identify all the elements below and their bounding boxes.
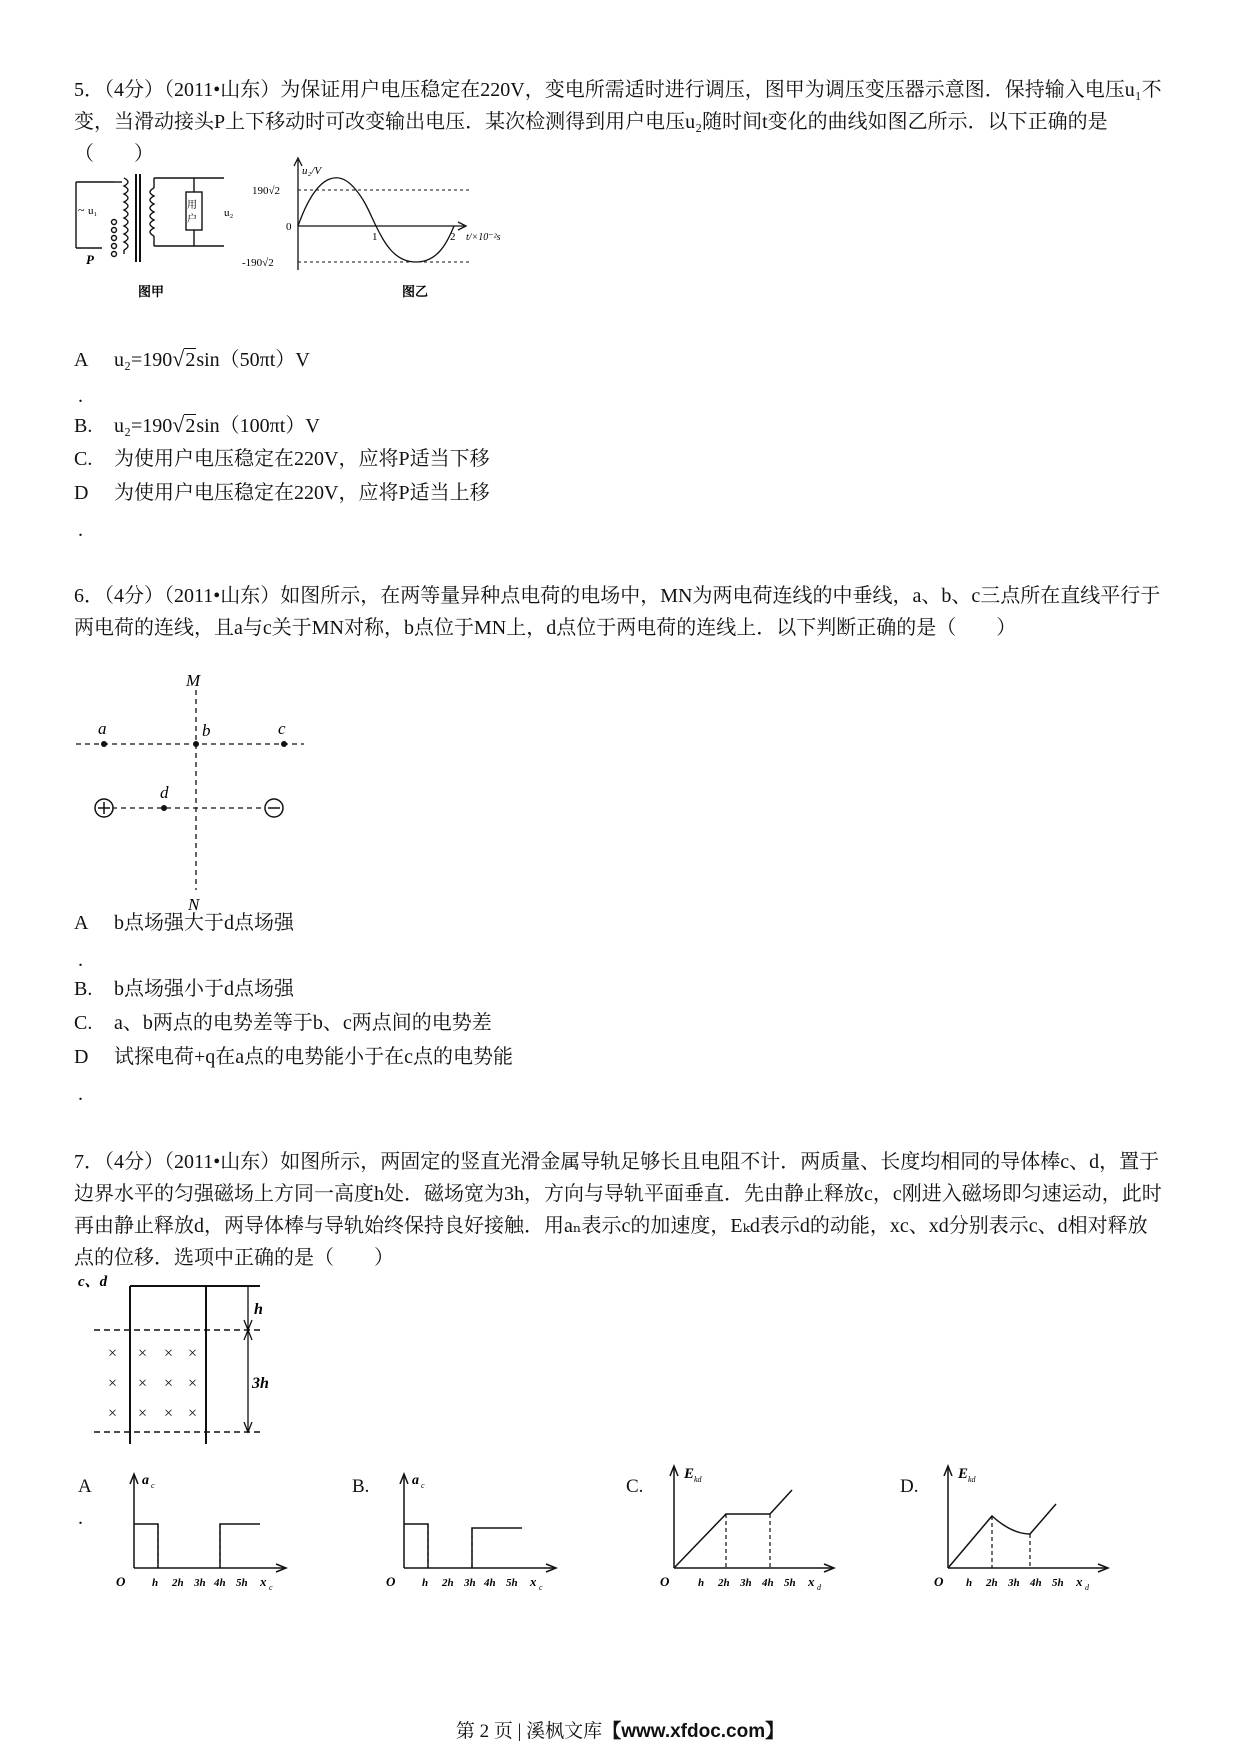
svg-text:4h: 4h xyxy=(484,1577,496,1589)
svg-text:a: a xyxy=(142,1473,149,1488)
svg-text:O: O xyxy=(660,1574,670,1589)
svg-text:O: O xyxy=(386,1574,396,1589)
svg-text:×: × xyxy=(188,1405,198,1422)
svg-text:图乙: 图乙 xyxy=(402,284,429,299)
svg-text:c: c xyxy=(151,1481,155,1490)
svg-text:1: 1 xyxy=(372,231,378,243)
svg-text:c、d: c、d xyxy=(78,1274,108,1290)
svg-text:4h: 4h xyxy=(214,1577,226,1589)
svg-text:a: a xyxy=(98,719,107,738)
q6-option-d[interactable]: D 试探电荷+q在a点的电势能小于在c点的电势能 xyxy=(74,1046,514,1068)
svg-text:×: × xyxy=(188,1345,198,1362)
svg-text:d: d xyxy=(817,1583,821,1592)
svg-text:h: h xyxy=(422,1577,429,1589)
footer-url[interactable]: 【www.xfdoc.com】 xyxy=(602,1721,785,1742)
svg-text:2h: 2h xyxy=(172,1577,184,1589)
svg-text:M: M xyxy=(186,671,201,690)
svg-text:×: × xyxy=(188,1375,198,1392)
q6-option-c[interactable]: C. a、b两点的电势差等于b、c两点间的电势差 xyxy=(74,1012,492,1034)
svg-text:x: x xyxy=(1076,1574,1083,1589)
svg-text:P: P xyxy=(86,252,94,267)
q7-graph-a[interactable] xyxy=(112,1468,292,1598)
svg-text:h: h xyxy=(152,1577,159,1589)
svg-text:用: 用 xyxy=(187,200,197,211)
svg-text:×: × xyxy=(138,1375,148,1392)
magnetic-field-diagram xyxy=(74,1272,294,1444)
q5-option-d[interactable]: D 为使用户电压稳定在220V，应将P适当上移 xyxy=(74,482,490,504)
sine-wave-graph xyxy=(242,150,560,300)
q5-option-b[interactable]: B. u₂=190√2sin（100πt）V xyxy=(74,412,320,437)
svg-text:×: × xyxy=(108,1375,118,1392)
svg-text:c: c xyxy=(278,719,286,738)
q5-option-c[interactable]: C. 为使用户电压稳定在220V，应将P适当下移 xyxy=(74,448,490,470)
svg-text:u₂: u₂ xyxy=(224,207,234,219)
svg-text:×: × xyxy=(164,1405,174,1422)
svg-text:3h: 3h xyxy=(1008,1577,1020,1589)
question-6-text: 6．（4分）（2011•山东）如图所示，在两等量异种点电荷的电场中，MN为两电荷连线的中垂线，a、b、c三点所在直线平行于两电荷的连线，且a与c关于MN对称，b点位于MN上，d点位于两电荷的连线上．以下判断正确的是（ ） xyxy=(74,585,1161,639)
svg-text:~: ~ xyxy=(78,203,85,217)
question-5-text: 5．（4分）（2011•山东）为保证用户电压稳定在220V，变电所需适时进行调压，图甲为调压变压器示意图．保持输入电压u₁不变，当滑动接头P上下移动时可改变输出电压．某次检测得到用户电压u₂随时间t变化的曲线如图乙所示．以下正确的是（ ） xyxy=(74,79,1162,165)
svg-text:3h: 3h xyxy=(740,1577,752,1589)
svg-text:户: 户 xyxy=(187,214,197,225)
svg-text:×: × xyxy=(108,1345,118,1362)
svg-text:5h: 5h xyxy=(1052,1577,1064,1589)
page-footer xyxy=(0,1716,1240,1743)
svg-text:2: 2 xyxy=(450,231,456,243)
svg-text:190√2: 190√2 xyxy=(252,185,281,197)
svg-text:×: × xyxy=(164,1345,174,1362)
svg-text:×: × xyxy=(138,1345,148,1362)
transformer-diagram xyxy=(74,170,244,300)
svg-text:u₂/V: u₂/V xyxy=(302,165,322,177)
q7-option-a-label[interactable]: A xyxy=(78,1476,92,1497)
svg-text:x: x xyxy=(808,1574,815,1589)
svg-text:×: × xyxy=(164,1375,174,1392)
svg-text:c: c xyxy=(269,1583,273,1592)
charge-field-diagram xyxy=(74,672,324,912)
q7-graph-d[interactable] xyxy=(926,1460,1116,1600)
svg-text:h: h xyxy=(966,1577,973,1589)
svg-text:5h: 5h xyxy=(236,1577,248,1589)
svg-text:N: N xyxy=(188,895,200,914)
svg-text:c: c xyxy=(421,1481,425,1490)
svg-text:h: h xyxy=(254,1301,263,1318)
q5-option-a[interactable]: A u₂=190√2sin（50πt）V xyxy=(74,346,310,371)
footer-page-label: 第 2 页 | 溪枫文库 xyxy=(455,1721,603,1742)
svg-text:2h: 2h xyxy=(718,1577,730,1589)
svg-text:4h: 4h xyxy=(762,1577,774,1589)
svg-text:×: × xyxy=(108,1405,118,1422)
svg-text:x: x xyxy=(260,1574,267,1589)
svg-text:d: d xyxy=(160,783,169,802)
q7-option-d-label[interactable]: D. xyxy=(900,1476,919,1497)
svg-text:c: c xyxy=(539,1583,543,1592)
q7-option-b-label[interactable]: B. xyxy=(352,1476,370,1497)
svg-text:图甲: 图甲 xyxy=(138,284,165,299)
q7-option-c-label[interactable]: C. xyxy=(626,1476,644,1497)
svg-text:a: a xyxy=(412,1473,419,1488)
svg-text:4h: 4h xyxy=(1030,1577,1042,1589)
svg-text:5h: 5h xyxy=(506,1577,518,1589)
svg-text:×: × xyxy=(138,1405,148,1422)
svg-text:3h: 3h xyxy=(464,1577,476,1589)
svg-text:-190√2: -190√2 xyxy=(242,257,274,269)
svg-text:x: x xyxy=(530,1574,537,1589)
svg-text:O: O xyxy=(934,1574,944,1589)
svg-text:d: d xyxy=(1085,1583,1089,1592)
svg-text:3h: 3h xyxy=(194,1577,206,1589)
svg-text:h: h xyxy=(698,1577,705,1589)
question-7-text: 7．（4分）（2011•山东）如图所示，两固定的竖直光滑金属导轨足够长且电阻不计．两质量、长度均相同的导体棒c、d，置于边界水平的匀强磁场上方同一高度h处．磁场宽为3h，方向与导轨平面垂直．先由静止释放c，c刚进入磁场即匀速运动，此时再由静止释放d，两导体棒与导轨始终保持良好接触．用aₙ表示c的加速度，Eₖd表示d的动能，xc、xd分别表示c、d相对释放点的位移．选项中正确的是（ ） xyxy=(74,1151,1162,1269)
q6-option-b[interactable]: B. b点场强小于d点场强 xyxy=(74,978,294,1000)
svg-text:3h: 3h xyxy=(252,1375,269,1392)
q7-graph-c[interactable] xyxy=(652,1460,842,1600)
svg-text:kd: kd xyxy=(694,1475,702,1484)
svg-text:2h: 2h xyxy=(442,1577,454,1589)
svg-text:E: E xyxy=(684,1466,695,1482)
svg-text:0: 0 xyxy=(286,221,292,233)
svg-text:b: b xyxy=(202,721,211,740)
svg-text:O: O xyxy=(116,1574,126,1589)
q7-graph-b[interactable] xyxy=(382,1468,562,1598)
svg-text:5h: 5h xyxy=(784,1577,796,1589)
svg-text:2h: 2h xyxy=(986,1577,998,1589)
document-page: 5．（4分）（2011•山东）为保证用户电压稳定在220V，变电所需适时进行调压，图甲为调压变压器示意图．保持输入电压u₁不变，当滑动接头P上下移动时可改变输出电压．某次检测得到用户电压u₂随时间t变化的曲线如图乙所示．以下正确的是（ ） ~ u₁ u₂ 用 户 P 图甲 u₂/V 190√2 -190√2 0 1 2 t/×10⁻²s 图乙 A u₂=190√2sin（50πt）V . B. u₂=190√2sin（100πt）V C. 为使用户电压稳定在220V，应将P适当下移 D 为使用户电压稳定在220V，应将P适当上移 . 6．（4分）（2011•山东）如图所示，在两等量异种点电荷的电场中，MN为两电荷连线的中垂线，a、b、c三点所在直线平行于两电荷的连线，且a与c关于MN对称，b点位于MN上，d点位于两电荷的连线上．以下判断正确的是（ ） M N a b c d A b点场强大于d点场强 . B. b点场强小于d点场强 C. a、b两点的电势差等于b、c两点间的电势差 D 试探电荷+q在a点的电势能小于在c点的电势能 . 7．（4分）（2011•山东）如图所示，两固定的竖直光滑金属导轨足够长且电阻不计．两质量、长度均相同的导体棒c、d，置于边界水平的匀强磁场上方同一高度h处．磁场宽为3h，方向与导轨平面垂直．先由静止释放c，c刚进入磁场即匀速运动，此时再由静止释放d，两导体棒与导轨始终保持良好接触．用aₙ表示c的加速度，Eₖd表示d的动能，xc、xd分别表示c、d相对释放点的位移．选项中正确的是（ ） c、d h 3h × × × × × × × × × × × × A . B. C. D. a c O h 2h 3h 4h 5h x c a c O h 2h 3h 4h 5h x c E kd O h 2h 3h 4h 5h x d E kd O h 2h 3h 4h 5h x d 第 2 页 | 溪枫文库【www.xfdoc.com】 xyxy=(0,0,1240,1754)
svg-text:E: E xyxy=(958,1466,969,1482)
svg-text:kd: kd xyxy=(968,1475,976,1484)
svg-text:u₁: u₁ xyxy=(88,205,98,217)
svg-text:t/×10⁻²s: t/×10⁻²s xyxy=(466,232,501,243)
q6-option-a[interactable]: A b点场强大于d点场强 xyxy=(74,912,294,934)
